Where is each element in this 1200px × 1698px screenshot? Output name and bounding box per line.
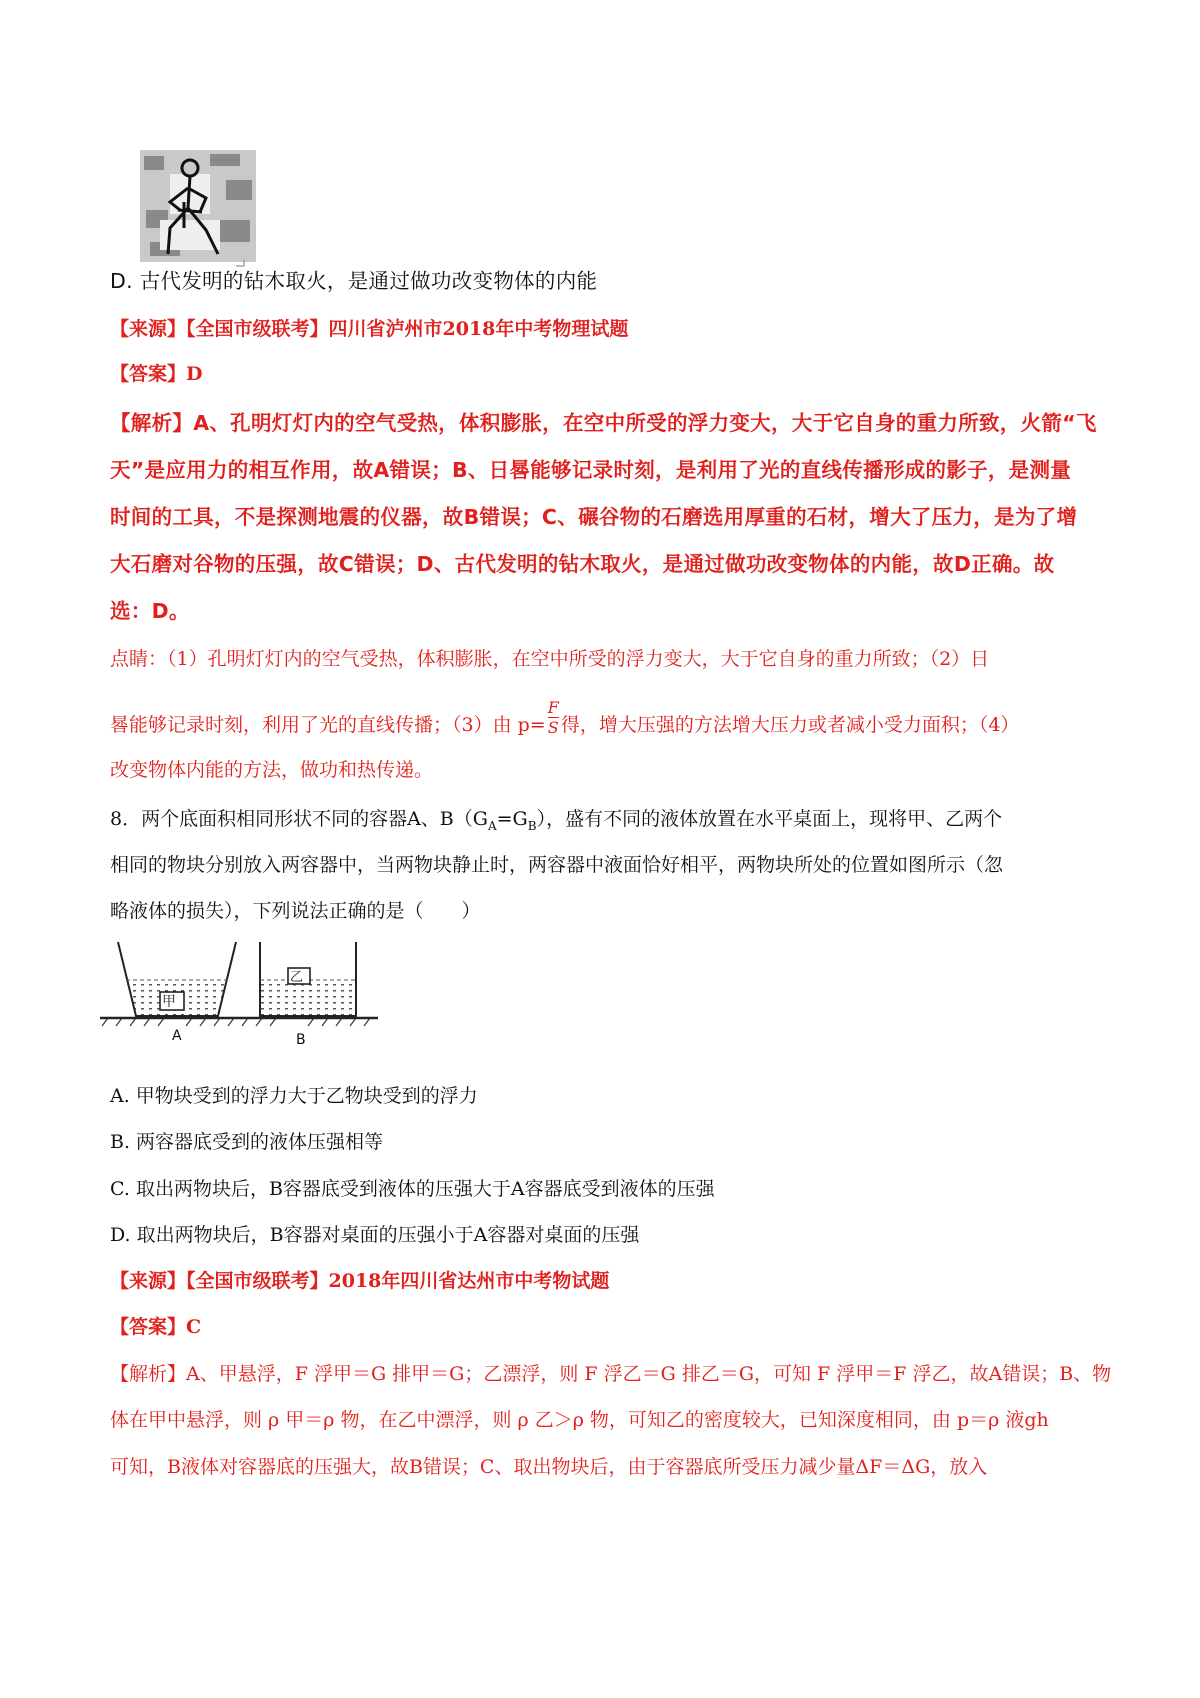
block-yi-label: 乙 [290,970,304,985]
q7-tips-text: 得，增大压强的方法增大压力或者减小受力面积；（4） [560,714,1020,736]
q8-stem-text: ），盛有不同的液体放置在水平桌面上，现将甲、乙两个 [536,808,1003,830]
q7-tips-line [110,697,1020,738]
q7-tips-line: 点睛：（1）孔明灯灯内的空气受热，体积膨胀，在空中所受的浮力变大，大于它自身的重力所致；（2）日 [110,648,990,670]
q7-analysis-line: 天”是应用力的相互作用，故A错误；B、日晷能够记录时刻，是利用了光的直线传播形成的影子，是测量 [110,458,1072,482]
q8-analysis-line: 体在甲中悬浮，则 ρ 甲＝ρ 物，在乙中漂浮，则 ρ 乙＞ρ 物，可知乙的密度较大，已知深度相同，由 p＝ρ 液gh [110,1409,1049,1431]
q7-answer: 【答案】D [110,363,203,385]
q7-analysis-line: 大石磨对谷物的压强，故C错误；D、古代发明的钻木取火，是通过做功改变物体的内能，故D正确。故 [110,552,1055,576]
fraction-denominator: S [547,717,559,737]
container-a-label: A [172,1028,182,1044]
q8-option-a: A. 甲物块受到的浮力大于乙物块受到的浮力 [110,1085,478,1107]
subscript-a: A [487,818,497,833]
q8-option-b: B. 两容器底受到的液体压强相等 [110,1131,384,1153]
q8-analysis-line: 【解析】A、甲悬浮，F 浮甲＝G 排甲＝G；乙漂浮，则 F 浮乙＝G 排乙＝G，可知 F 浮甲＝F 浮乙，故A错误；B、物 [110,1363,1112,1385]
fraction-numerator: F [547,697,559,717]
q8-option-d: D. 取出两物块后，B容器对桌面的压强小于A容器对桌面的压强 [110,1224,640,1246]
q8-stem-text: 8．两个底面积相同形状不同的容器A、B（G [110,808,488,830]
container-b-label: B [296,1032,306,1048]
pressure-fraction [548,698,559,737]
subscript-b: B [527,818,537,833]
q7-analysis-line: 选：D。 [110,599,190,623]
q8-analysis-line: 可知，B液体对容器底的压强大，故B错误；C、取出物块后，由于容器底所受压力减少量ΔF＝ΔG，放入 [110,1456,988,1478]
q8-answer: 【答案】C [110,1316,202,1338]
fire-drilling-picture [140,150,258,270]
q7-analysis-line: 时间的工具，不是探测地震的仪器，故B错误；C、碾谷物的石磨选用厚重的石材，增大了压力，是为了增 [110,505,1078,529]
q8-stem-text: =G [496,808,528,830]
containers-figure [100,940,420,1030]
q8-stem-line: 相同的物块分别放入两容器中，当两物块静止时，两容器中液面恰好相平，两物块所处的位置如图所示（忽 [110,854,1004,876]
q8-option-c: C. 取出两物块后，B容器底受到液体的压强大于A容器底受到液体的压强 [110,1178,715,1200]
q7-tips-text: 晷能够记录时刻，利用了光的直线传播；（3）由 p= [110,714,546,736]
q7-analysis-line: 【解析】A、孔明灯灯内的空气受热，体积膨胀，在空中所受的浮力变大，大于它自身的重力所致，火箭“飞 [110,411,1097,435]
q7-option-d: D. 古代发明的钻木取火，是通过做功改变物体的内能 [110,269,598,293]
q8-stem-line [110,806,1002,839]
q8-source: 【来源】【全国市级联考】2018年四川省达州市中考物试题 [110,1270,610,1292]
q7-tips-line: 改变物体内能的方法，做功和热传递。 [110,759,434,781]
q8-stem-line: 略液体的损失），下列说法正确的是（ ） [110,900,481,922]
block-jia-label: 甲 [162,994,176,1010]
q7-source: 【来源】【全国市级联考】四川省泸州市2018年中考物理试题 [110,318,629,340]
